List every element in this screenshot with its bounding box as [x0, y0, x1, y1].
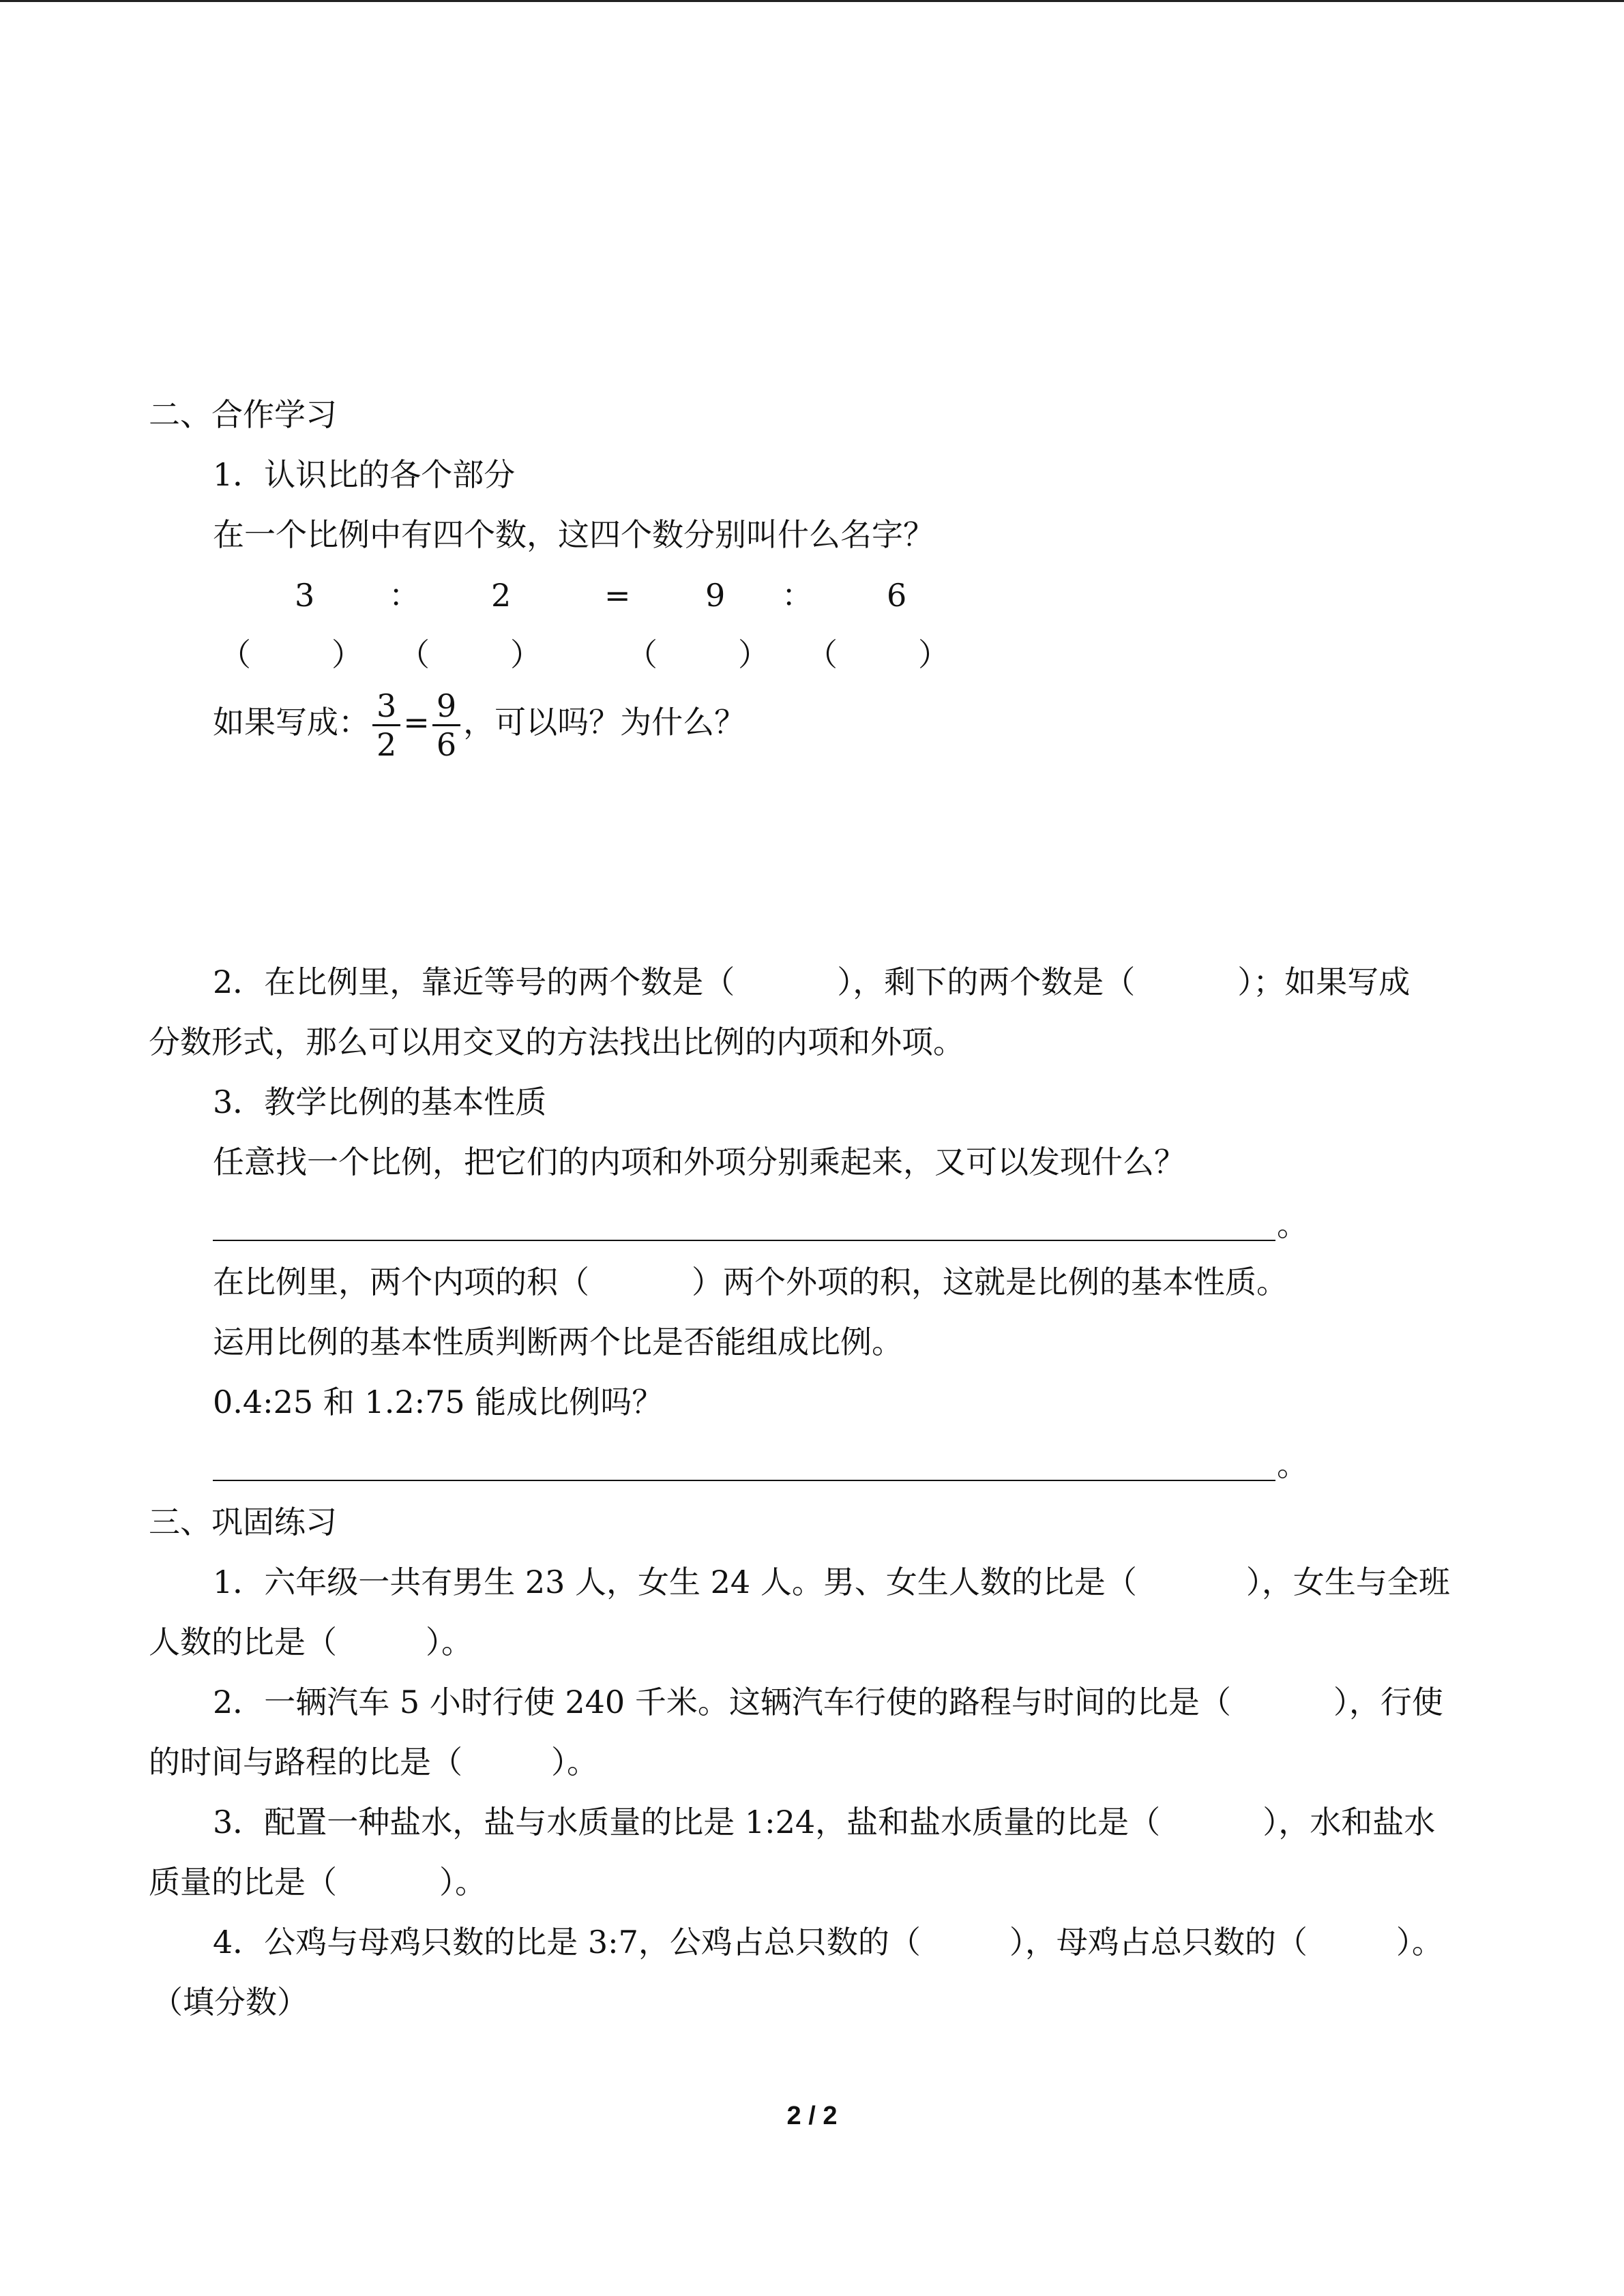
answer-paren-2: （ ）: [398, 636, 542, 673]
answer-line-1-period: 。: [1277, 1206, 1308, 1243]
page-top-border: [0, 0, 1624, 2]
q3-property-fill: 在比例里，两个内项的积（ ）两个外项的积，这就是比例的基本性质。: [213, 1264, 1288, 1300]
p2-line-2: 的时间与路程的比是（ ）。: [149, 1744, 598, 1780]
q3-prompt: 任意找一个比例，把它们的内项和外项分别乘起来，又可以发现什么？: [213, 1144, 1185, 1180]
p2-line-1: 2．一辆汽车 5 小时行使 240 千米。这辆汽车行使的路程与时间的比是（ ），行使: [213, 1684, 1443, 1720]
term-2: 2: [491, 577, 512, 614]
answer-line-2: [213, 1480, 1275, 1481]
answer-line-1: [213, 1240, 1275, 1241]
p4-note: （填分数）: [151, 1984, 308, 2021]
page-number: 2 / 2: [786, 2102, 838, 2130]
q3-title: 3．教学比例的基本性质: [213, 1084, 547, 1120]
answer-paren-3: （ ）: [626, 636, 769, 673]
fraction-equals: =: [403, 704, 430, 741]
term-6: 6: [887, 577, 907, 614]
q2-line-2: 分数形式，那么可以用交叉的方法找出比例的内项和外项。: [149, 1024, 964, 1060]
term-3: 3: [295, 577, 315, 614]
answer-line-2-period: 。: [1277, 1446, 1308, 1483]
colon-2: ：: [782, 577, 813, 614]
equals-sign: =: [604, 577, 631, 614]
q1-title: 1．认识比的各个部分: [213, 456, 516, 493]
p3-line-2: 质量的比是（ ）。: [149, 1864, 486, 1900]
fraction-suffix: ，可以吗？为什么？: [463, 704, 746, 741]
p3-line-1: 3．配置一种盐水，盐与水质量的比是 1:24，盐和盐水质量的比是（ ），水和盐水: [213, 1804, 1436, 1840]
term-9: 9: [705, 577, 726, 614]
fraction-3-over-2: $\frac{3}{2}$: [372, 687, 400, 763]
q3-apply: 运用比例的基本性质判断两个比是否能组成比例。: [213, 1324, 903, 1360]
answer-paren-4: （ ）: [806, 636, 949, 673]
fraction-prefix: 如果写成：: [213, 704, 370, 741]
section-heading-practice: 三、巩固练习: [149, 1504, 337, 1540]
q3-question: 0.4:25 和 1.2:75 能成比例吗？: [213, 1384, 664, 1420]
answer-paren-1: （ ）: [220, 636, 363, 673]
section-heading-cooperative-learning: 二、合作学习: [149, 396, 337, 433]
fraction-question: [213, 682, 745, 763]
p4-line-1: 4．公鸡与母鸡只数的比是 3:7，公鸡占总只数的（ ），母鸡占总只数的（ ）。: [213, 1924, 1443, 1960]
p1-line-1: 1．六年级一共有男生 23 人，女生 24 人。男、女生人数的比是（ ），女生与全班: [213, 1564, 1450, 1600]
p1-line-2: 人数的比是（ ）。: [149, 1624, 473, 1660]
q2-line-1: 2．在比例里，靠近等号的两个数是（ ），剩下的两个数是（ ）；如果写成: [213, 964, 1411, 1000]
q1-prompt: 在一个比例中有四个数，这四个数分别叫什么名字？: [213, 516, 934, 553]
fraction-9-over-6: $\frac{9}{6}$: [432, 687, 460, 763]
colon-1: ：: [389, 577, 420, 614]
